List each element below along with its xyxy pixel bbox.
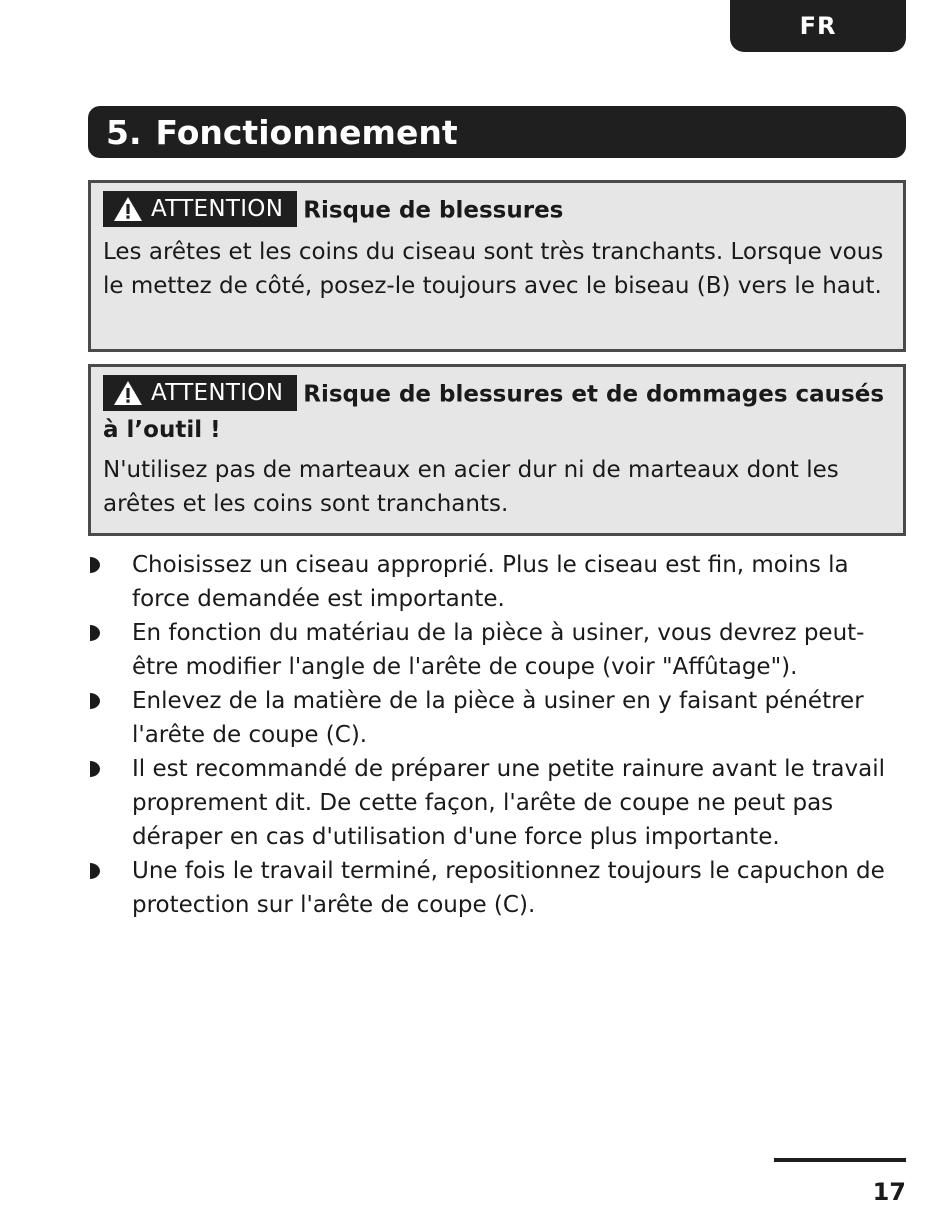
- warning-box-2: [88, 364, 906, 536]
- attention-badge-label: ATTENTION: [151, 380, 284, 406]
- section-number: 5.: [106, 112, 142, 152]
- list-item: [88, 752, 906, 854]
- warning-heading: Risque de blessures et de dommages causés à l’outil !: [103, 381, 885, 443]
- section-title: Fonctionnement: [155, 112, 458, 152]
- attention-badge: [103, 191, 297, 227]
- list-item: [88, 854, 906, 922]
- attention-badge-label: ATTENTION: [151, 196, 284, 222]
- page-number: 17: [872, 1178, 906, 1206]
- attention-badge: [103, 375, 297, 411]
- list-item-text: En fonction du matériau de la pièce à usiner, vous devrez peut-être modifier l'angle de l'arête de coupe (voir "Affûtage").: [132, 620, 865, 680]
- list-item-text: Enlevez de la matière de la pièce à usiner en y faisant pénétrer l'arête de coupe (C).: [132, 688, 864, 748]
- footer-divider: [774, 1158, 906, 1162]
- section-header: [88, 106, 906, 158]
- list-item-text: Il est recommandé de préparer une petite rainure avant le travail proprement dit. De cette façon, l'arête de coupe ne peut pas déraper en cas d'utilisation d'une force plus importante.: [132, 756, 886, 850]
- language-tab: [730, 0, 906, 52]
- list-item: [88, 616, 906, 684]
- bullet-icon: [90, 761, 100, 777]
- bullet-icon: [90, 625, 100, 641]
- bullet-icon: [90, 863, 100, 879]
- bullet-icon: [90, 557, 100, 573]
- list-item: [88, 684, 906, 752]
- warning-heading: Risque de blessures: [303, 197, 564, 224]
- warning-box-1: [88, 180, 906, 352]
- warning-title: [103, 377, 891, 447]
- warning-triangle-icon: [113, 196, 143, 222]
- instruction-list: [88, 548, 906, 922]
- warning-text: Les arêtes et les coins du ciseau sont très tranchants. Lorsque vous le mettez de côté, posez-le toujours avec le biseau (B) vers le haut.: [103, 239, 884, 299]
- list-item-text: Une fois le travail terminé, repositionnez toujours le capuchon de protection sur l'arête de coupe (C).: [132, 858, 885, 918]
- bullet-icon: [90, 693, 100, 709]
- list-item: [88, 548, 906, 616]
- language-tab-label: FR: [799, 12, 837, 40]
- list-item-text: Choisissez un ciseau approprié. Plus le ciseau est fin, moins la force demandée est importante.: [132, 552, 849, 612]
- warning-title: [103, 193, 891, 229]
- warning-text: N'utilisez pas de marteaux en acier dur ni de marteaux dont les arêtes et les coins sont tranchants.: [103, 457, 839, 517]
- warning-triangle-icon: [113, 380, 143, 406]
